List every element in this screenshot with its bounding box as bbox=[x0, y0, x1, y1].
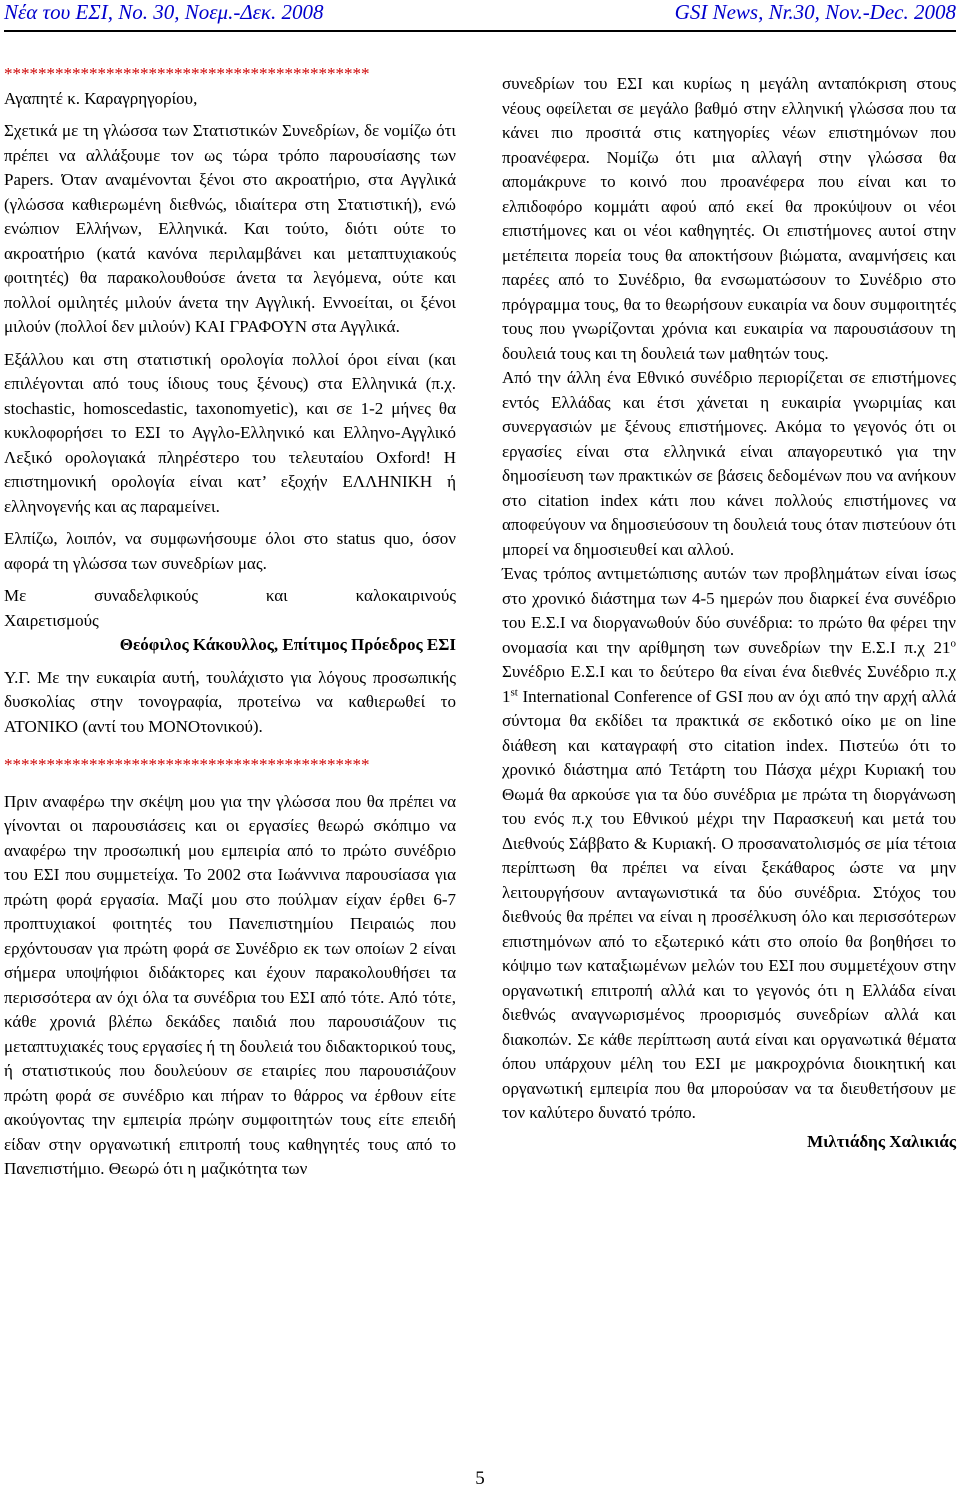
stars-separator-mid: ******************************************* bbox=[4, 755, 370, 774]
superscript-st: st bbox=[510, 685, 518, 698]
letter-closing-line-1: Με συναδελφικούς και καλοκαιρινούς bbox=[4, 586, 456, 605]
letter-paragraph-3: Ελπίζω, λοιπόν, να συμφωνήσουμε όλοι στο status quo, όσον αφορά τη γλώσσα των συνεδρίων μας. bbox=[4, 529, 456, 573]
letter-closing-line-2: Χαιρετισμούς bbox=[4, 610, 99, 630]
article-paragraph-1: Πριν αναφέρω την σκέψη μου για την γλώσσα που θα πρέπει να γίνονται οι παρουσιάσεις και οι εργασίες θεωρώ σκόπιμο να αναφέρω την προσωπική μου εμπειρία από το πρώτο συνέδριο του ΕΣΙ που συμμετείχα. Το 2002 στα Ιωάννινα παρουσίασα για πρώτη φορά εργασία. Μαζί μου στο πούλμαν είχαν έρθει 6-7 προπτυχιακοί φοιτητές του Πανεπιστημίου Πειραιώς που ερχόντουσαν για πρώτη φορά σε Συνέδριο εκ των οποίων 2 είναι σήμερα υποψήφιοι διδάκτορες και έχουν παρακολουθήσει τα περισσότερα αν όχι όλα τα συνέδρια του ΕΣΙ από τότε. Από τότε, κάθε χρονιά βλέπω δεκάδες παιδιά που παρουσιάζουν τις μεταπτυχιακές τους εργασίες ή τη δουλειά του διδακτορικού τους, ή στατιστικούς που δουλεύουν σε εταιρίες που παρουσιάζουν πρώτη φορά σε συνέδριο και πήραν το θάρρος να έρθουν είτε ακούγοντας την εμπειρία πρώην συμφοιτητών τους είτε επειδή είδαν στην οργανωτική επιτροπή τους καθηγητές τους από το Πανεπιστήμιο. Θεωρώ ότι η μαζικότητα των bbox=[4, 791, 456, 1178]
article-paragraph-3: Από την άλλη ένα Εθνικό συνέδριο περιορίζεται σε επιστήμονες εντός Ελλάδας και έτσι χάνεται η ευκαιρία γνωριμίας και συνεργασιών με ξένους επιστήμονες. Ακόμα το γεγονός ότι οι εργασίες είναι στα ελληνικά είναι απαγορευτικό για την δημοσίευση των πρακτικών σε βάσεις δεδομένων που να ανήκουν στο citation index κάτι που κάνει πολλούς επιστήμονες να αποφεύγουν να δημοσιεύσουν τη δουλειά τους όταν πιστεύουν ότι μπορεί να δημοσιευθεί και αλλού. bbox=[502, 368, 956, 559]
article-signature: Μιλτιάδης Χαλικιάς bbox=[807, 1131, 956, 1151]
letter-postscript: Υ.Γ. Με την ευκαιρία αυτή, τουλάχιστο για λόγους προσωπικής δυσκολίας στην τονογραφία, προτείνω να καθιερωθεί το ΑΤΟΝΙΚΟ (αντί του ΜΟΝΟτονικού). bbox=[4, 667, 456, 736]
article-paragraph-4 bbox=[502, 562, 956, 1126]
paragraph-4-part-b: Συνέδριο Ε.Σ.Ι και το δεύτερο θα είναι ένα διεθνές Συνέδριο π.χ 1 bbox=[502, 662, 956, 706]
header-greek-title: Νέα του ΕΣΙ, Νο. 30, Νοεμ.-Δεκ. 2008 bbox=[4, 0, 324, 24]
paragraph-4-part-c: International Conference of GSI που αν όχι από την αρχή αλλά σύντομα θα εκδίδει τα πρακτικά σε εκδοτικό οίκο με on line διάθεση και καταγραφή στο citation index. Πιστεύω ότι το χρονικό διάστημα από Τετάρτη του Πάσχα μέχρι Κυριακή του Θωμά θα αρκούσε για τα δύο συνέδρια με πρώτα τη διοργάνωση του ενός π.χ του Εθνικού μέχρι την Παρασκευή και μετά του Διεθνούς Σάββατο & Κυριακή. Ο προσανατολισμός σε μία τέτοια περίπτωση θα πρέπει να είναι ξεκάθαρος ώστε να μην λειτουργήσουν ανταγωνιστικά τα δύο συνέδρια. Στόχος του διεθνούς θα πρέπει να είναι η προσέλκυση όλο και περισσότερων επιστημόνων από το εξωτερικό κάτι στο οποίο θα βοηθήσει το κόψιμο των καταξιωμένων μελών του ΕΣΙ που συμμετέχουν στην οργανωτική επιτροπή αλλά και το γεγονός ότι η Ελλάδα είναι διεθνώς αναγνωρισμένος προορισμός συνεδρίων αλλά και διακοπών. Σε κάθε περίπτωση αυτά είναι και οργανωτικά θέματα όπου υπάρχουν μέλη του ΕΣΙ με μακροχρόνια διοικητική και οργανωτική εμπειρία που θα μπορούσαν να τα διευθετήσουν με τον καλύτερο δυνατό τρόπο. bbox=[502, 686, 956, 1122]
stars-separator-top: ******************************************* bbox=[4, 64, 370, 83]
article-paragraph-2: συνεδρίων του ΕΣΙ και κυρίως η μεγάλη ανταπόκριση στους νέους οφείλεται σε μεγάλο βαθμό στην ελληνική γλώσσα που τα κάνει πιο προσιτά στις κατηγορίες νέων επιστημόνων που προανέφερα. Νομίζω ότι μια αλλαγή στην γλώσσα θα απομάκρυνε το κοινό που προανέφερα που είναι και το ελπιδοφόρο κομμάτι αφού από εκεί θα προκύψουν οι νέοι επιστήμονες και οι νέοι καθηγητές. Οι επιστήμονες αυτοί στην μετέπειτα πορεία τους θα αποκτήσουν βιώματα, αναμνήσεις και παρέες από το Συνέδριο, θα ενσωματώσουν το Συνέδριο στο πρόγραμμα τους, θα το θεωρήσουν ευκαιρία να δουν συμφοιτητές τους που γνωρίζονται χρόνια και ευκαιρία να παρουσιάσουν τη δουλειά τους και τη δουλειά των μαθητών τους. bbox=[502, 74, 956, 363]
right-column bbox=[502, 72, 956, 1154]
page-number: 5 bbox=[475, 1468, 485, 1489]
header-divider bbox=[4, 30, 956, 32]
paragraph-4-part-a: Ένας τρόπος αντιμετώπισης αυτών των προβλημάτων είναι ίσως στο χρονικό διάστημα των 4-5 ημερών που διαρκεί ένα συνέδριο του Ε.Σ.Ι να διοργανωθούν δύο συνέδρια: το πρώτο θα φέρει την ονομασία και την αρίθμηση των συνεδρίων την Ε.Σ.Ι π.χ 21 bbox=[502, 564, 956, 657]
letter-paragraph-1: Σχετικά με τη γλώσσα των Στατιστικών Συνεδρίων, δε νομίζω ότι πρέπει να αλλάξουμε τον ως τώρα τρόπο παρουσίασης των Papers. Όταν αναμένονται ξένοι στο ακροατήριο, στα Αγγλικά (γλώσσα καθιερωμένη διεθνώς, ιδιαίτερα στη Στατιστική), ενώ ενώπιον Ελλήνων, Ελληνικά. Και τούτο, διότι ούτε το ακροατήριο (κατά κανόνα περιλαμβάνει και μεταπτυχιακούς φοιτητές) θα παρακολουθούσε άνετα τα λεγόμενα, ούτε και πολλοί ομιλητές μιλούν άνετα την Αγγλική. Εννοείται, οι ξένοι μιλούν (πολλοί δεν μιλούν) ΚΑΙ ΓΡΑΦΟΥΝ στα Αγγλικά. bbox=[4, 121, 456, 336]
letter-signature: Θεόφιλος Κάκουλλος, Επίτιμος Πρόεδρος ΕΣΙ bbox=[119, 635, 456, 654]
letter-paragraph-2: Εξάλλου και στη στατιστική ορολογία πολλοί όροι είναι (και επιλέγονται από τους ίδιους τους ξένους) στα Ελληνικά (π.χ. stochastic, homoscedastic, taxonomyetic), και σε 1-2 μήνες θα κυκλοφορήσει το ΕΣΙ το Αγγλο-Ελληνικό και Ελληνο-Αγγλικό Λεξικό ορολογιακά πληρέστερο του τελευταίου Oxford! Η επιστημονική ορολογία είναι κατ’ εξοχήν ΕΛΛΗΝΙΚΗ ή ελληνογενής και ας παραμείνει. bbox=[4, 349, 456, 516]
header-english-title: GSI News, Nr.30, Nov.-Dec. 2008 bbox=[674, 0, 956, 24]
letter-salutation: Αγαπητέ κ. Καραγρηγορίου, bbox=[4, 88, 198, 108]
left-column bbox=[4, 62, 456, 1182]
superscript-o: ο bbox=[950, 636, 956, 649]
running-header bbox=[0, 0, 960, 30]
